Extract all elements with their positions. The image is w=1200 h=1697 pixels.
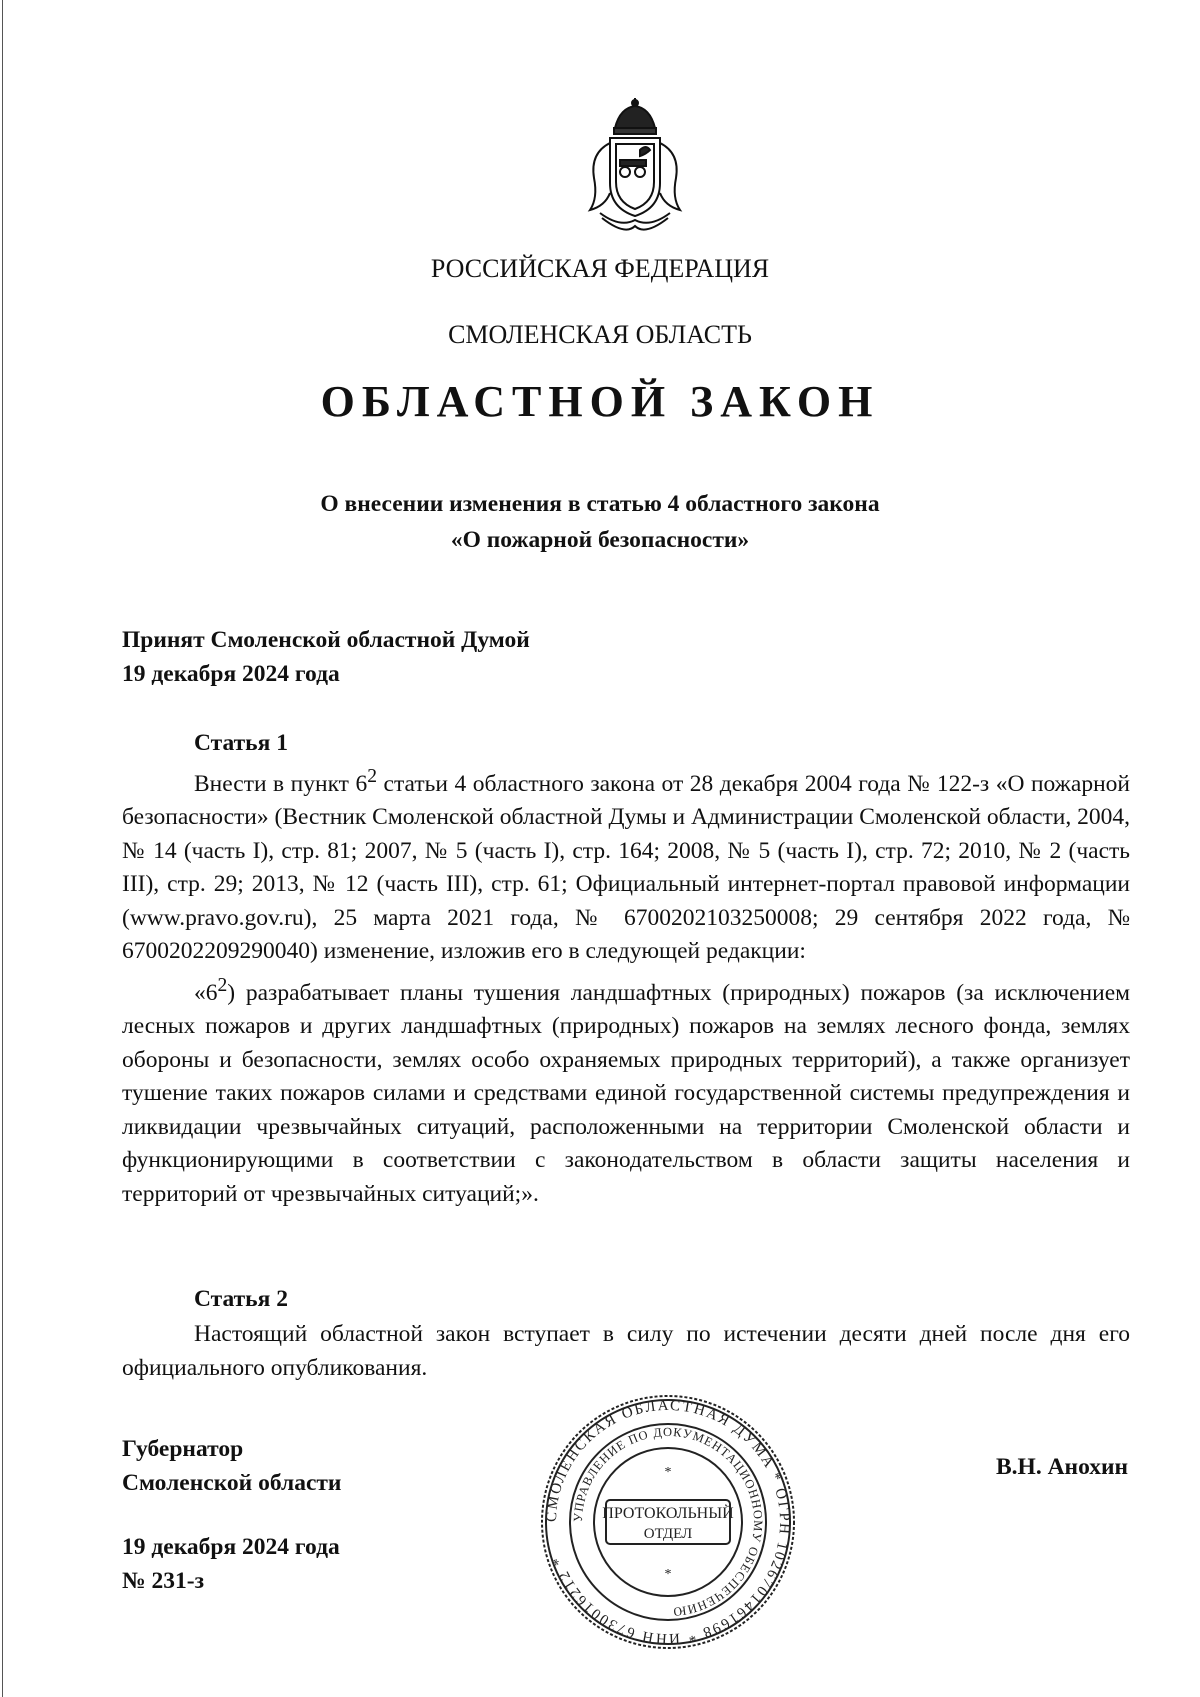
article-1-paragraph-2 bbox=[122, 969, 1130, 1211]
article-1-p2-superscript: 2 bbox=[217, 974, 228, 996]
stamp-star-top: * bbox=[664, 1465, 672, 1480]
coat-of-arms-emblem bbox=[580, 98, 690, 238]
svg-text:УПРАВЛЕНИЕ ПО ДОКУМЕНТАЦИОННОМ bbox=[571, 1425, 765, 1619]
signatory-position-line-2: Смоленской области bbox=[122, 1470, 342, 1496]
accepted-by-line: Принят Смоленской областной Думой bbox=[122, 627, 530, 653]
stamp-center-line-2: ОТДЕЛ bbox=[643, 1526, 693, 1542]
signatory-position-line-1: Губернатор bbox=[122, 1436, 244, 1462]
stamp-outer-text: СМОЛЕНСКАЯ ОБЛАСТНАЯ ДУМА * ОГРН 1026701461698 * ИНН 6730016212 * bbox=[543, 1397, 793, 1647]
article-1-p1-superscript: 2 bbox=[367, 766, 378, 787]
stamp-star-bottom: * bbox=[664, 1567, 672, 1582]
document-type-heading: ОБЛАСТНОЙ ЗАКОН bbox=[320, 377, 880, 426]
law-date-number bbox=[122, 1530, 340, 1598]
article-2-paragraph: Настоящий областной закон вступает в силу по истечении десяти дней после дня его официального опубликования. bbox=[122, 1321, 1130, 1381]
law-date: 19 декабря 2024 года bbox=[122, 1534, 340, 1560]
signatory-position bbox=[122, 1432, 341, 1500]
article-1-heading: Статья 1 bbox=[194, 730, 288, 756]
article-1-p2-text-a: «6 bbox=[194, 979, 218, 1006]
law-title-line-2: «О пожарной безопасности» bbox=[450, 527, 750, 553]
article-1-paragraph-1 bbox=[122, 760, 1130, 969]
article-1-p1-text-a: Внести в пункт 6 bbox=[194, 770, 368, 797]
signatory-name: В.Н. Анохин bbox=[996, 1454, 1129, 1480]
official-stamp bbox=[538, 1392, 798, 1652]
law-number: № 231-з bbox=[122, 1568, 205, 1594]
article-1-p2-text-b: ) разрабатывает планы тушения ландшафтных (природных) пожаров (за исключением лесных пожаров и других ландшафтных (природных) пожаров на землях лесного фонда, землях обороны и безопасности, землях особо охраняемых природных территорий), а также организует тушение таких пожаров силами и средствами единой государственной системы предупреждения и ликвидации чрезвычайных ситуаций, расположенными на территории Смоленской области и функционирующими в соответствии с законодательством в области защиты населения и территорий от чрезвычайных ситуаций;». bbox=[122, 979, 1130, 1207]
article-2-body bbox=[122, 1318, 1130, 1385]
article-1-body bbox=[122, 760, 1130, 1211]
stamp-inner-text: УПРАВЛЕНИЕ ПО ДОКУМЕНТАЦИОННОМУ ОБЕСПЕЧЕНИЮ bbox=[570, 1424, 766, 1620]
country-heading: РОССИЙСКАЯ ФЕДЕРАЦИЯ bbox=[430, 254, 770, 283]
stamp-center-line-1: ПРОТОКОЛЬНЫЙ bbox=[602, 1505, 734, 1522]
article-2-heading: Статья 2 bbox=[194, 1286, 288, 1312]
region-heading: СМОЛЕНСКАЯ ОБЛАСТЬ bbox=[448, 320, 752, 349]
law-title-line-1: О внесении изменения в статью 4 областного закона bbox=[320, 491, 880, 517]
article-1-p1-text-b: статьи 4 областного закона от 28 декабря 2004 года № 122-з «О пожарной безопасности» (Вестник Смоленской областной Думы и Администрации Смоленской области, 2004, № 14 (часть I), стр. 81; 2007, № 5 (часть I), стр. 164; 2008, № 5 (часть I), стр. 72; 2010, № 2 (часть III), стр. 29; 2013, № 12 (часть III), стр. 61; Официальный интернет-портал правовой информации (www.pravo.gov.ru), 25 марта 2021 года, № 6700202103250008; 29 сентября 2022 года, № 6700202209290040) изменение, изложив его в следующей редакции: bbox=[122, 770, 1131, 965]
accepted-date-line: 19 декабря 2024 года bbox=[122, 661, 340, 687]
